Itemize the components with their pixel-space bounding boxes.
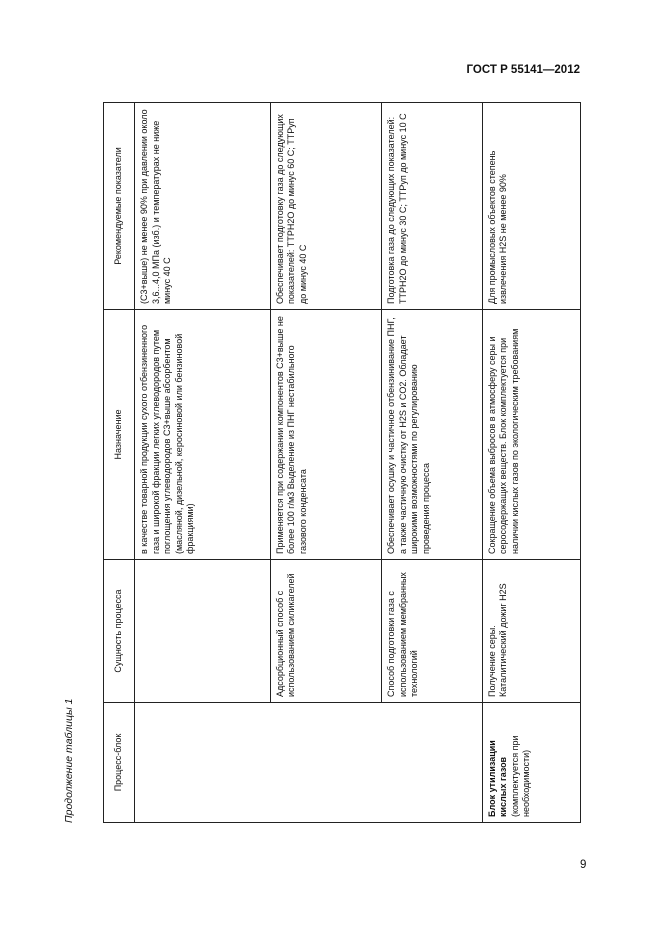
page-number: 9	[580, 859, 587, 871]
block-note: (комплектуется при необходимости)	[509, 735, 532, 817]
indicators-cell: Подготовка газа до следующих показателей: ТТРH2O до минус 30 С; ТТРуп до минус 10 С	[382, 103, 482, 310]
purpose-cell: Применяется при содержании компонентов C3+выше не более 100 г/м3 Выделение из ПНГ нестабильного газового конденсата	[270, 310, 381, 560]
table-row	[135, 103, 271, 823]
purpose-cell: в качестве товарной продукции сухого отбензиненного газа и широкой фракции легких углеводородов путем поглощения углеводородов C3+выше абсорбентом (масляной, дизельной, керосиновой или бензиновой фракциями)	[135, 310, 271, 560]
indicators-cell: Обеспечивает подготовку газа до следующих показателей: ТТРH2O до минус 60 С; ТТРуп до минус 40 С	[270, 103, 381, 310]
process-block-cell	[482, 703, 580, 823]
essence-cell: Способ подготовки газа с использованием мембранных технологий	[382, 560, 482, 703]
column-header: Процесс-блок	[104, 703, 135, 823]
purpose-cell: Обеспечивает осушку и частичное отбензинивание ПНГ, а также частичную очистку от H2S и CO2. Обладает широкими возможностями по регулированию проведения процесса	[382, 310, 482, 560]
column-header: Рекомендуемые показатели	[104, 103, 135, 310]
rotated-table-page	[63, 103, 581, 823]
essence-cell	[135, 560, 271, 703]
table-header-row	[104, 103, 135, 823]
essence-cell: Получение серы. Каталитический дожиг H2S	[482, 560, 580, 703]
purpose-cell: Сокращение объема выбросов в атмосферу серы и серосодержащих веществ. Блок комплектуется при наличии кислых газов по экологическим требованиям	[482, 310, 580, 560]
indicators-cell: Для промысловых объектов степень извлечения H2S не менее 90%	[482, 103, 580, 310]
document-code: ГОСТ Р 55141—2012	[466, 64, 580, 76]
table-row	[482, 103, 580, 823]
essence-cell: Адсорбционный способ с использованием силикагелей	[270, 560, 381, 703]
table-caption: Продолжение таблицы 1	[63, 698, 75, 823]
process-block-cell	[135, 703, 482, 823]
column-header: Сущность процесса	[104, 560, 135, 703]
block-title: Блок утилизации кислых газов	[486, 740, 509, 817]
process-table	[103, 102, 581, 823]
indicators-cell: (C3+выше) не менее 90% при давлении около 3,6...4,0 МПа (изб.) и температурах не ниже минус 40 С	[135, 103, 271, 310]
column-header: Назначение	[104, 310, 135, 560]
